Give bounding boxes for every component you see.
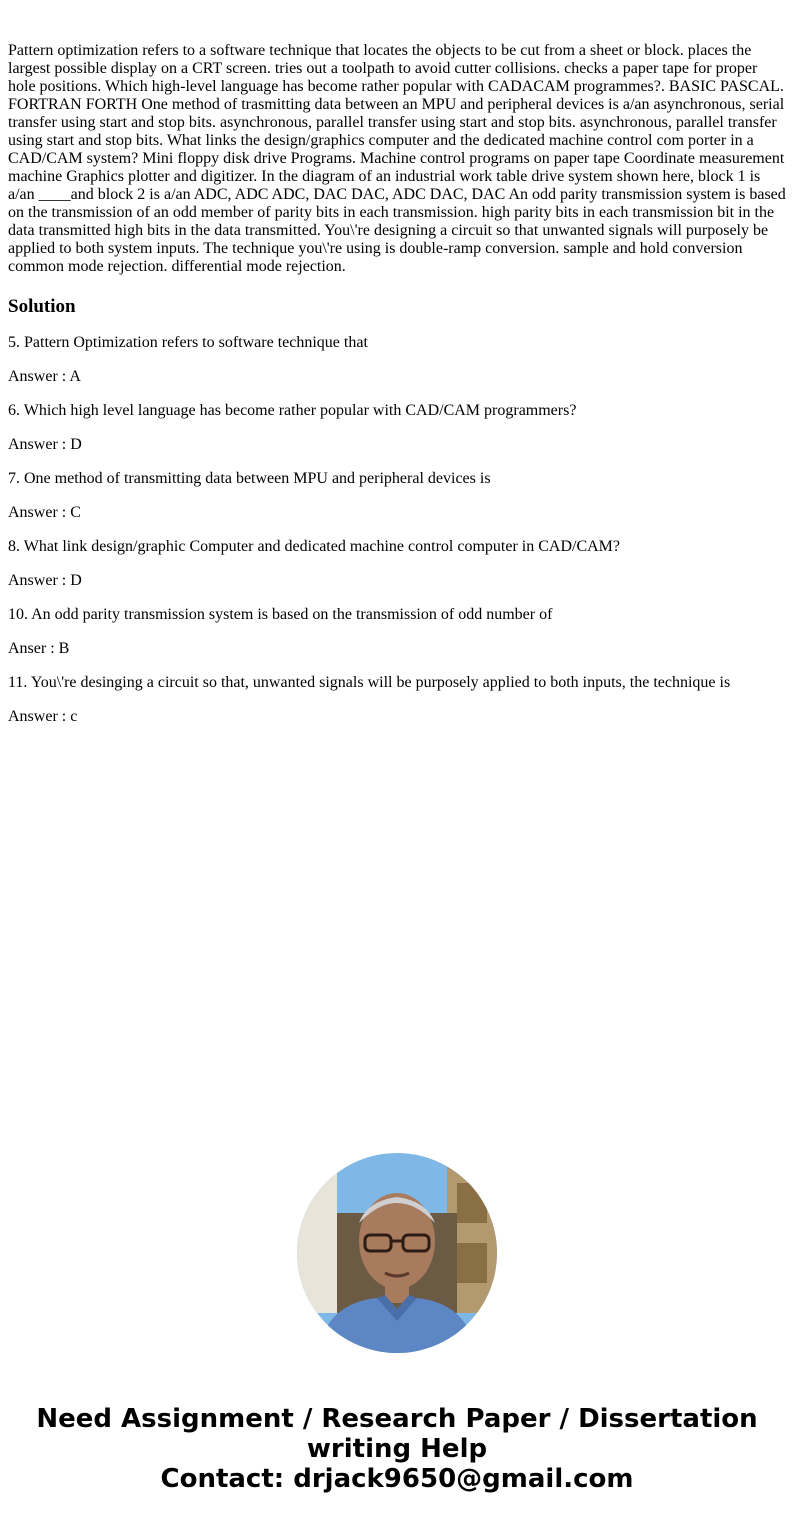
solution-line: 11. You\'re desinging a circuit so that, unwanted signals will be purposely applied to both inputs, the technique is (8, 674, 731, 691)
solution-line: 8. What link design/graphic Computer and dedicated machine control computer in CAD/CAM? (8, 538, 620, 555)
solution-line: 5. Pattern Optimization refers to software technique that (8, 334, 368, 351)
answer-line: Anser : B (8, 640, 70, 657)
answer-line: Answer : A (8, 368, 81, 385)
contact-footer (0, 1404, 794, 1494)
footer-line-2: writing Help (306, 1434, 488, 1464)
footer-line-1: Need Assignment / Research Paper / Dissertation (36, 1404, 758, 1434)
answer-line: Answer : c (8, 708, 78, 725)
answer-line: Answer : C (8, 504, 81, 521)
solution-heading: Solution (8, 296, 76, 317)
question-text: Pattern optimization refers to a software technique that locates the objects to be cut from a sheet or block. places the largest possible display on a CRT screen. tries out a toolpath to avoid cutter collisions. checks a paper tape for proper hole positions. Which high-level language has become rather popular with CADACAM programmes?. BASIC PASCAL. FORTRAN FORTH One method of trasmitting data between an MPU and peripheral devices is a/an asynchronous, serial transfer using start and stop bits. asynchronous, parallel transfer using start and stop bits. asynchronous, parallel transfer using start and stop bits. What links the design/graphics computer and the dedicated machine control com porter in a CAD/CAM system? Mini floppy disk drive Programs. Machine control programs on paper tape Coordinate measurement machine Graphics plotter and digitizer. In the diagram of an industrial work table drive system shown here, block 1 is a/an ____and block 2 is a/an ADC, ADC ADC, DAC DAC, ADC DAC, DAC An odd parity transmission system is based on the transmission of an odd member of parity bits in each transmission. high parity bits in each transmission bit in the data transmitted high bits in the data transmitted. You\'re designing a circuit so that unwanted signals will purposely be applied to both system inputs. The technique you\'re using is double-ramp conversion. sample and hold conversion common mode rejection. differential mode rejection. (8, 42, 786, 275)
answer-line: Answer : D (8, 572, 82, 589)
author-avatar (297, 1153, 497, 1353)
footer-contact: Contact: drjack9650@gmail.com (160, 1464, 634, 1494)
answer-line: Answer : D (8, 436, 82, 453)
solution-line: 7. One method of transmitting data between MPU and peripheral devices is (8, 470, 491, 487)
solution-list (8, 334, 788, 726)
solution-line: 10. An odd parity transmission system is based on the transmission of odd number of (8, 606, 553, 623)
solution-line: 6. Which high level language has become rather popular with CAD/CAM programmers? (8, 402, 577, 419)
author-portrait-icon (297, 1153, 497, 1353)
page-content (8, 42, 788, 742)
